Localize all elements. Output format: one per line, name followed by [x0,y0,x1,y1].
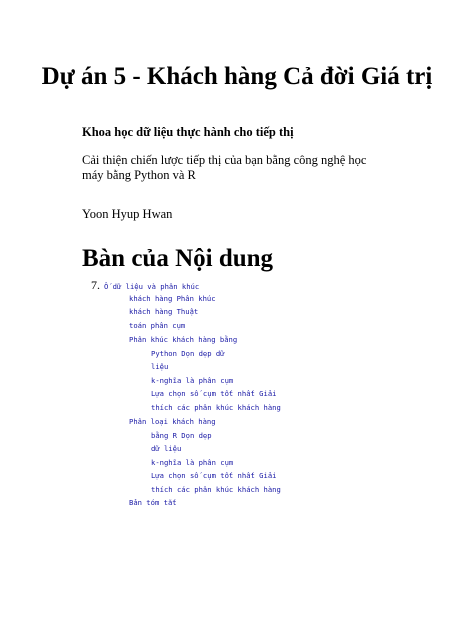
toc-link[interactable]: khách hàng Thuật [129,307,199,316]
toc-link[interactable]: khách hàng Phân khúc [129,294,216,303]
toc-list-number: 7. [91,278,100,292]
toc-link[interactable]: thích các phân khúc khách hàng [151,403,281,412]
toc-heading: Bàn của Nội dung [82,245,274,272]
toc-link[interactable]: bằng R Dọn dẹp [151,431,212,440]
document-description: Cải thiện chiến lược tiếp thị của bạn bằng công nghệ học máy bằng Python và R [82,153,367,182]
toc-link[interactable]: Lựa chọn số cụm tốt nhất Giải [151,471,277,480]
toc-link[interactable]: thích các phân khúc khách hàng [151,485,281,494]
toc-link[interactable]: Phân loại khách hàng [129,417,216,426]
toc-link[interactable]: Ố dữ liệu và phân khúc [104,282,200,291]
toc-link[interactable]: Lựa chọn số cụm tốt nhất Giải [151,389,277,398]
document-title: Dự án 5 - Khách hàng Cả đời Giá trị [41,63,433,90]
toc-link[interactable]: toán phân cụm [129,321,186,330]
toc-link[interactable]: k-nghĩa là phân cụm [151,376,234,385]
document-author: Yoon Hyup Hwan [82,207,173,221]
document-subtitle: Khoa học dữ liệu thực hành cho tiếp thị [82,125,294,139]
toc-link[interactable]: liệu [151,362,169,371]
toc-link[interactable]: k-nghĩa là phân cụm [151,458,234,467]
toc-link[interactable]: Phân khúc khách hàng bằng [129,335,238,344]
toc-link[interactable]: Python Dọn dẹp dữ [151,349,225,358]
toc-link[interactable]: Bản tóm tắt [129,498,177,507]
toc-link[interactable]: dữ liệu [151,444,182,453]
